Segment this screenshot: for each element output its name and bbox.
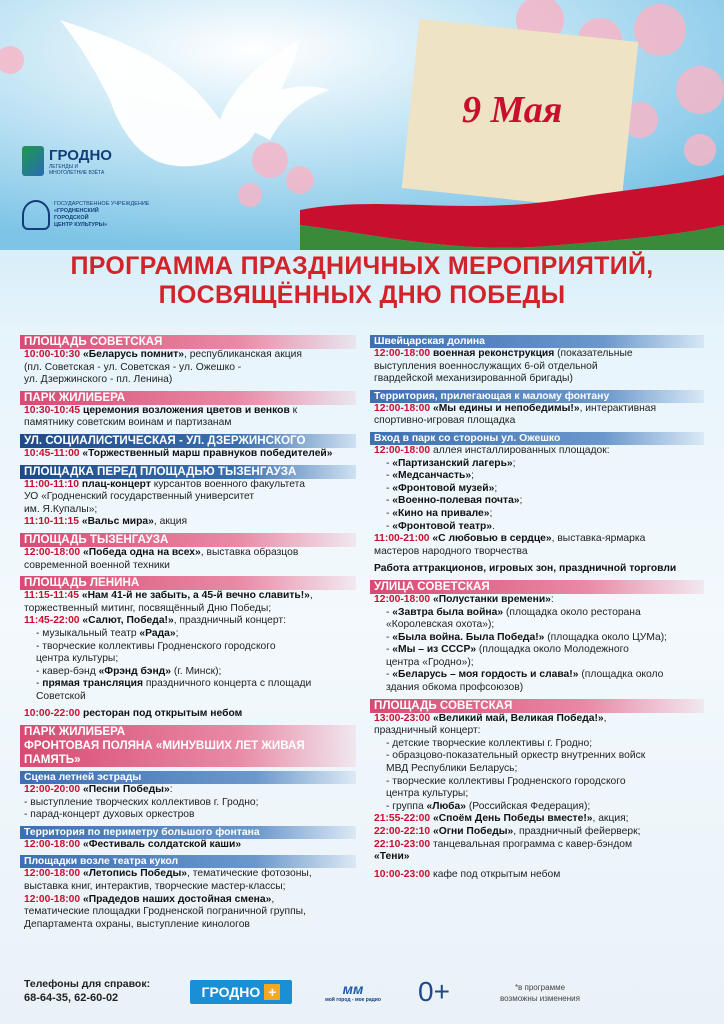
grodno-logo-icon	[22, 146, 44, 176]
event-text: -	[386, 606, 393, 618]
event-title: «Песни Победы»	[82, 784, 170, 796]
event-title: «Была война. Была Победа!»	[392, 631, 545, 643]
event-time: 22:00-22:10	[374, 826, 431, 837]
event-title: «Победа одна на всех»	[82, 546, 201, 558]
program-line	[370, 776, 704, 789]
section-header: ПЛОЩАДКА ПЕРЕД ПЛОЩАДЬЮ ТЫЗЕНГАУЗА	[20, 465, 356, 479]
program-left-column	[20, 331, 356, 931]
event-text: к	[289, 404, 298, 416]
program-section	[370, 432, 704, 576]
event-text: ,	[309, 590, 313, 602]
event-title: церемония возложения цветов и венков	[82, 404, 290, 416]
event-text: , праздничный фейерверк;	[513, 826, 641, 837]
event-text: (Российская Федерация);	[465, 800, 591, 812]
event-text: центра «Гродно»);	[386, 656, 474, 668]
program-line	[370, 607, 704, 620]
event-text: (площадка около	[578, 669, 664, 681]
program-line	[20, 678, 356, 691]
program-section	[370, 580, 704, 695]
grodno-plus-logo: ГРОДНО +	[190, 980, 292, 1004]
section-header: УЛИЦА СОВЕТСКАЯ	[370, 580, 704, 594]
program-section	[20, 855, 356, 931]
event-text: ул. Дзержинского - пл. Ленина)	[24, 374, 173, 386]
program-line	[20, 784, 356, 797]
event-text: , акция;	[592, 813, 629, 825]
section-header: Территория по периметру большого фонтана	[20, 826, 356, 839]
event-text: гвардейской механизированной бригады)	[374, 373, 573, 385]
program-line	[370, 657, 704, 670]
event-time: 12:00-18:00	[374, 402, 431, 414]
program-section	[20, 465, 356, 529]
program-line	[20, 615, 356, 628]
event-title: прямая трансляция	[42, 678, 143, 690]
program-line	[370, 445, 704, 458]
program-line	[370, 483, 704, 496]
event-title: «Медсанчасть»	[392, 470, 472, 482]
program-line	[370, 403, 704, 416]
event-title: «Рада»	[139, 627, 176, 639]
event-text: аллея инсталлированных площадок:	[432, 444, 610, 456]
program-line	[370, 750, 704, 763]
event-text: ;	[494, 482, 498, 494]
program-line	[370, 533, 704, 546]
program-line	[370, 415, 704, 428]
program-line	[370, 495, 704, 508]
event-text: выступления военнослужащих 6-ой отдельной	[374, 360, 598, 372]
program-line	[370, 361, 704, 374]
event-title: «Фронтовой музей»	[392, 482, 495, 494]
event-text: ;	[175, 627, 179, 639]
program-line	[20, 708, 356, 721]
program-line	[370, 725, 704, 738]
event-time: 12:00-18:00	[24, 546, 81, 558]
event-title: «Полустанки времени»	[432, 593, 551, 605]
program-line	[20, 603, 356, 616]
event-text: праздничный концерт:	[374, 725, 481, 737]
program-section	[20, 533, 356, 572]
event-title: «Торжественный марш правнуков победителей»	[82, 447, 333, 459]
section-header: Территория, прилегающая к малому фонтану	[370, 390, 704, 403]
event-text: (площадка около ресторана	[503, 606, 641, 618]
event-title: Работа аттракционов, игровых зон, праздничной торговли	[374, 563, 677, 575]
program-line	[20, 628, 356, 641]
event-time: 12:00-18:00	[24, 868, 81, 880]
program-section	[20, 434, 356, 461]
section-header: Швейцарская долина	[370, 335, 704, 348]
section-header: ПЛОЩАДЬ ЛЕНИНА	[20, 576, 356, 590]
event-text: , интерактивная	[579, 402, 657, 414]
program-line	[370, 682, 704, 695]
event-time: 11:00-11:10	[24, 478, 79, 490]
program-line	[370, 508, 704, 521]
program-line	[370, 470, 704, 483]
event-text: (пл. Советская - ул. Советская - ул. Ожешко -	[24, 361, 242, 373]
event-text: МВД Республики Беларусь;	[386, 763, 518, 775]
event-text: -	[386, 644, 393, 656]
event-title: «Беларусь помнит»	[82, 349, 184, 360]
program-line	[20, 906, 356, 919]
program-section	[20, 576, 356, 721]
event-text: ,	[603, 712, 607, 724]
program-section	[20, 771, 356, 822]
event-text: -	[386, 507, 393, 519]
event-time: 10:00-23:00	[374, 868, 431, 880]
program-line	[370, 826, 704, 839]
event-title: «Тени»	[374, 851, 410, 863]
program-line	[370, 851, 704, 864]
event-time: 10:30-10:45	[24, 404, 81, 416]
event-time: 11:00-21:00	[374, 533, 430, 545]
event-time: 21:55-22:00	[374, 813, 431, 825]
grodno-logo: ГРОДНО ЛЕГЕНДЫ И МНОГОЛЕТНИЕ ВЗЁТА	[22, 146, 112, 176]
event-text: , праздничный концерт:	[173, 615, 286, 627]
event-text: -	[386, 669, 393, 681]
event-text: - кавер-бэнд	[36, 665, 99, 677]
event-title: «Фрэнд бэнд»	[98, 665, 171, 677]
program-section	[370, 699, 704, 882]
event-text: Советской	[36, 690, 86, 702]
date-note: 9 Мая	[462, 89, 563, 131]
event-title: «Люба»	[426, 800, 466, 812]
event-text: -	[386, 520, 393, 532]
section-header: ПЛОЩАДЬ СОВЕТСКАЯ	[20, 335, 356, 349]
program-line	[370, 521, 704, 534]
culture-center-logo: ГОСУДАРСТВЕННОЕ УЧРЕЖДЕНИЕ «ГРОДНЕНСКИЙ ГОРОДСКОЙ ЦЕНТР КУЛЬТУРЫ»	[22, 200, 149, 230]
program-line	[20, 516, 356, 529]
event-text: - творческие коллективы Гродненского городского	[36, 640, 276, 652]
program-section	[20, 725, 356, 739]
section-header: ПЛОЩАДЬ СОВЕТСКАЯ	[370, 699, 704, 713]
program-section	[20, 391, 356, 430]
event-text: .	[492, 520, 495, 532]
event-text: центра культуры;	[36, 653, 119, 665]
program-line	[20, 560, 356, 573]
event-text: - детские творческие коллективы г. Гродно;	[386, 737, 593, 749]
event-text: , республиканская акция	[183, 349, 302, 360]
event-text: здания обкома профсоюзов)	[386, 682, 524, 694]
event-text: -	[386, 495, 393, 507]
event-title: «Военно-полевая почта»	[392, 495, 520, 507]
program-line	[20, 797, 356, 810]
program-section	[370, 335, 704, 386]
program-line	[370, 563, 704, 576]
event-text: ;	[512, 457, 516, 469]
section-header: Площадки возле театра кукол	[20, 855, 356, 868]
program-line	[370, 373, 704, 386]
program-section	[20, 739, 356, 767]
section-header: Сцена летней эстрады	[20, 771, 356, 784]
event-text: -	[36, 678, 43, 690]
event-text: (показательные	[554, 348, 633, 359]
program-line	[20, 809, 356, 822]
program-line	[20, 491, 356, 504]
event-title: «С любовью в сердце»	[432, 533, 552, 545]
section-header: ПАРК ЖИЛИБЕРА	[20, 391, 356, 405]
program-line	[20, 417, 356, 430]
event-title: военная реконструкция	[432, 348, 555, 359]
program-line	[370, 594, 704, 607]
event-text: - парад-концерт духовых оркестров	[24, 809, 195, 821]
program-line	[370, 546, 704, 559]
event-text: спортивно-игровая площадка	[374, 415, 516, 427]
section-header: Вход в парк со стороны ул. Ожешко	[370, 432, 704, 445]
program-line	[20, 894, 356, 907]
event-title: «Беларусь – моя гордость и слава!»	[392, 669, 579, 681]
event-title: «Огни Победы»	[432, 826, 514, 837]
event-text: -	[386, 631, 393, 643]
program-line	[20, 362, 356, 375]
event-title: плац-концерт	[81, 478, 151, 490]
program-line	[20, 349, 356, 362]
page-title: ПРОГРАММА ПРАЗДНИЧНЫХ МЕРОПРИЯТИЙ, ПОСВЯЩЁННЫХ ДНЮ ПОБЕДЫ	[70, 252, 654, 309]
event-time: 12:00-20:00	[24, 784, 81, 796]
culture-logo-icon	[22, 200, 50, 230]
event-time: 11:15-11:45	[24, 590, 79, 602]
event-text: ;	[519, 495, 523, 507]
footer-note: *в программе возможны изменения	[500, 983, 580, 1003]
program-line	[20, 919, 356, 932]
event-text: выставка книг, интерактив, творческие мастер-классы;	[24, 881, 286, 893]
program-line	[370, 788, 704, 801]
program-line	[20, 666, 356, 679]
event-text: , акция	[153, 516, 188, 528]
program-line	[370, 458, 704, 471]
section-header: ПАРК ЖИЛИБЕРА	[20, 725, 356, 739]
program-section	[370, 390, 704, 428]
program-line	[370, 869, 704, 882]
event-title: «Фронтовой театр»	[392, 520, 493, 532]
event-title: «Нам 41-й не забыть, а 45-й вечно славить!»	[81, 590, 310, 602]
event-time: 12:00-18:00	[374, 444, 431, 456]
event-text: ;	[489, 507, 493, 519]
event-text: Департамента охраны, выступление кинологов	[24, 918, 250, 930]
event-text: «Королевская охота»);	[386, 619, 495, 631]
event-text: ;	[471, 470, 474, 482]
event-text: тематические площадки Гродненской пограничной группы,	[24, 906, 306, 918]
radio-logo: мм мой город - мое радио	[325, 981, 381, 1003]
event-text: торжественный митинг, посвящённый Дню Победы;	[24, 602, 272, 614]
event-text: центра культуры;	[386, 788, 469, 800]
program-line	[20, 641, 356, 654]
program-line	[20, 691, 356, 704]
event-text: курсантов военного факультета	[150, 478, 305, 490]
event-text: - выступление творческих коллективов г. Гродно;	[24, 796, 259, 808]
program-line	[370, 763, 704, 776]
program-line	[20, 547, 356, 560]
section-header: УЛ. СОЦИАЛИСТИЧЕСКАЯ - УЛ. ДЗЕРЖИНСКОГО	[20, 434, 356, 448]
event-text: - группа	[386, 800, 427, 812]
event-text: памятнику советским воинам и партизанам	[24, 417, 232, 429]
event-title: «Кино на привале»	[392, 507, 490, 519]
event-text: УО «Гродненский государственный университет	[24, 491, 255, 503]
event-text: , тематические фотозоны,	[187, 868, 312, 880]
program-line	[370, 644, 704, 657]
event-time: 11:45-22:00	[24, 615, 80, 627]
event-time: 13:00-23:00	[374, 712, 431, 724]
event-title: «Фестиваль солдатской каши»	[82, 838, 242, 850]
event-text: современной военной техники	[24, 559, 170, 571]
program-line	[20, 374, 356, 387]
event-text: ,	[271, 893, 275, 905]
program-line	[370, 801, 704, 814]
event-title: «Споём День Победы вместе!»	[432, 813, 593, 825]
event-text: - музыкальный театр	[36, 627, 140, 639]
event-time: 22:10-23:00	[374, 838, 431, 850]
program-line	[370, 619, 704, 632]
event-text: -	[386, 482, 393, 494]
event-time: 11:10-11:15	[24, 516, 79, 528]
program-line	[20, 839, 356, 852]
event-text: -	[386, 470, 393, 482]
event-time: 10:45-11:00	[24, 447, 80, 459]
program-line	[20, 590, 356, 603]
event-title: «Прадедов наших достойная смена»	[82, 893, 272, 905]
event-text: :	[550, 593, 554, 605]
event-title: «Мы – из СССР»	[392, 644, 477, 656]
program-section	[20, 826, 356, 852]
event-title: «Салют, Победа!»	[82, 615, 174, 627]
event-time: 12:00-18:00	[374, 348, 431, 359]
event-time: 12:00-18:00	[24, 893, 81, 905]
section-header: ФРОНТОВАЯ ПОЛЯНА «МИНУВШИХ ЛЕТ ЖИВАЯ ПАМЯТЬ»	[20, 739, 356, 767]
radio-logo-icon: мм	[342, 981, 364, 997]
event-text: :	[169, 784, 173, 796]
program-line	[370, 839, 704, 852]
event-time: 12:00-18:00	[374, 593, 431, 605]
program-line	[370, 348, 704, 361]
program-line	[20, 405, 356, 418]
program-line	[370, 738, 704, 751]
program-line	[20, 504, 356, 517]
event-text: , выставка-ярмарка	[551, 533, 646, 545]
event-text: мастеров народного творчества	[374, 545, 528, 557]
event-title: «Великий май, Великая Победа!»	[432, 712, 604, 724]
program-line	[20, 448, 356, 461]
event-title: «Завтра была война»	[392, 606, 504, 618]
program-right-column	[370, 331, 704, 881]
event-text: , выставка образцов	[200, 546, 299, 558]
event-title: «Мы едины и непобедимы!»	[432, 402, 580, 414]
event-title: «Партизанский лагерь»	[392, 457, 513, 469]
event-time: 10:00-22:00	[24, 708, 81, 720]
event-text: - творческие коллективы Гродненского городского	[386, 775, 626, 787]
event-text: (г. Минск);	[170, 665, 222, 677]
event-text: им. Я.Купалы»;	[24, 503, 98, 515]
program-section	[20, 335, 356, 387]
event-text: праздничного концерта с площади	[142, 678, 312, 690]
event-text: - образцово-показательный оркестр внутренних войск	[386, 750, 646, 762]
event-title: «Вальс мира»	[81, 516, 154, 528]
event-time: 12:00-18:00	[24, 838, 81, 850]
event-title: «Летопись Победы»	[82, 868, 188, 880]
event-title: ресторан под открытым небом	[82, 708, 243, 720]
program-line	[370, 669, 704, 682]
footer-phones: Телефоны для справок: 68-64-35, 62-60-02	[24, 978, 151, 1004]
event-text: кафе под открытым небом	[432, 868, 561, 880]
program-line	[370, 632, 704, 645]
event-text: (площадка около Молодежного	[476, 644, 629, 656]
program-line	[20, 881, 356, 894]
program-line	[20, 653, 356, 666]
program-line	[370, 813, 704, 826]
program-line	[370, 713, 704, 726]
age-rating: 0+	[418, 976, 450, 1007]
program-line	[20, 868, 356, 881]
event-text: -	[386, 457, 393, 469]
event-time: 10:00-10:30	[24, 349, 81, 360]
event-text: танцевальная программа с кавер-бэндом	[432, 838, 633, 850]
program-line	[20, 479, 356, 492]
section-header: ПЛОЩАДЬ ТЫЗЕНГАУЗА	[20, 533, 356, 547]
event-text: (площадка около ЦУМа);	[544, 631, 668, 643]
